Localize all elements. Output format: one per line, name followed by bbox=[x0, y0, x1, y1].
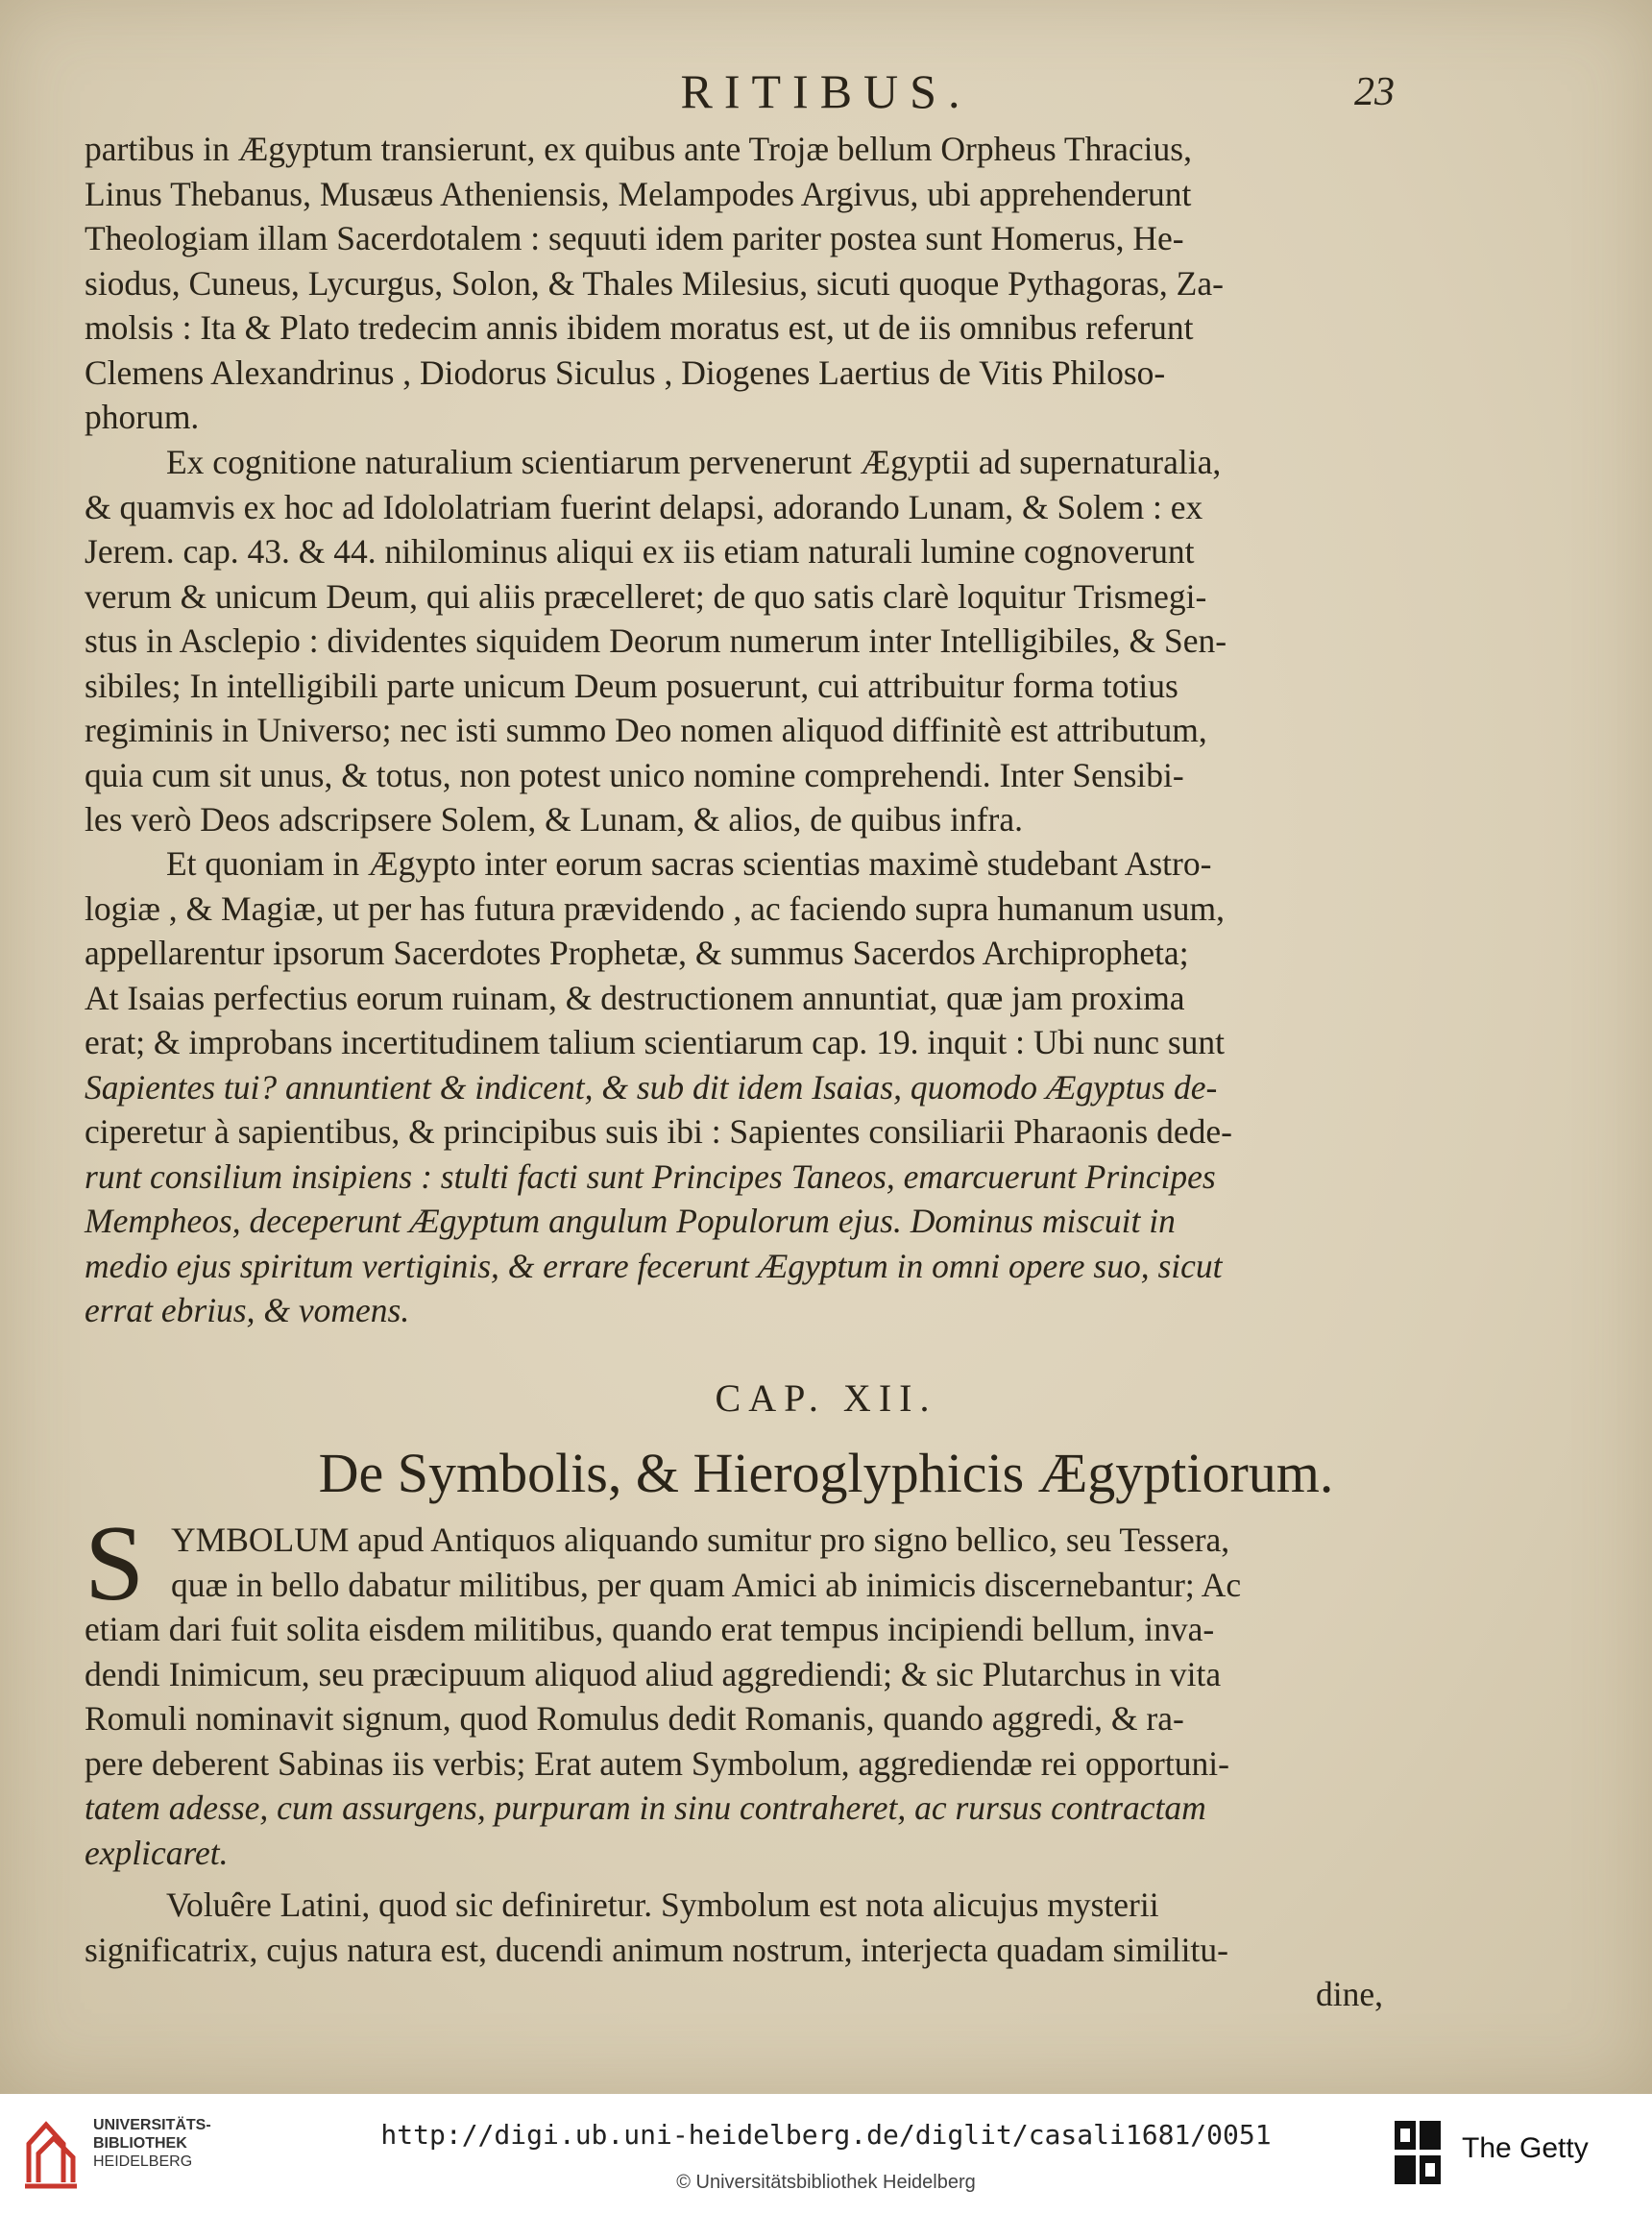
chapter-title: De Symbolis, & Hieroglyphicis Ægyptiorum. bbox=[318, 1442, 1334, 1504]
text-line: erat; & improbans incertitudinem talium scientiarum cap. 19. inquit : Ubi nunc sunt bbox=[85, 1023, 1226, 1061]
text-line: Et quoniam in Ægypto inter eorum sacras scientias maximè studebant Astro- bbox=[166, 844, 1212, 883]
running-head: RITIBUS. bbox=[680, 64, 972, 118]
text-line: quia cum sit unus, & totus, non potest unico nomine comprehendi. Inter Sensibi- bbox=[85, 755, 1184, 794]
chapter-number: CAP. XII. bbox=[715, 1376, 937, 1420]
text-line: Romuli nominavit signum, quod Romulus dedit Romanis, quando aggredi, & ra- bbox=[85, 1699, 1184, 1738]
text-line: stus in Asclepio : dividentes siquidem Deorum numerum inter Intelligibiles, & Sen- bbox=[85, 621, 1227, 660]
text-line: logiæ , & Magiæ, ut per has futura prævidendo , ac faciendo supra humanum usum, bbox=[85, 888, 1226, 928]
getty-logo-icon[interactable] bbox=[1391, 2117, 1445, 2188]
text-line: explicaret. bbox=[85, 1833, 229, 1872]
viewer-footer bbox=[0, 2094, 1652, 2214]
text-line: siodus, Cuneus, Lycurgus, Solon, & Thales Milesius, sicuti quoque Pythagoras, Za- bbox=[85, 263, 1224, 303]
paragraph-4 bbox=[85, 1504, 1383, 1875]
paragraph-3 bbox=[85, 841, 1383, 1333]
text-line: pere deberent Sabinas iis verbis; Erat autem Symbolum, aggrediendæ rei opportuni- bbox=[85, 1743, 1229, 1783]
text-line: runt consilium insipiens : stulti facti sunt Principes Taneos, emarcuerunt Principes bbox=[85, 1156, 1216, 1196]
permalink-url[interactable]: http://digi.ub.uni-heidelberg.de/diglit/casali1681/0051 bbox=[380, 2119, 1272, 2151]
text-line: verum & unicum Deum, qui aliis præcelleret; de quo satis clarè loquitur Trismegi- bbox=[85, 576, 1207, 616]
text-line: regiminis in Universo; nec isti summo Deo nomen aliquod diffinitè est attributum, bbox=[85, 711, 1207, 749]
text-line: Sapientes tui? annuntient & indicent, & sub dit idem Isaias, quomodo Ægyptus de- bbox=[85, 1067, 1218, 1107]
text-line: dendi Inimicum, seu præcipuum aliquod aliud aggrediendi; & sic Plutarchus in vita bbox=[85, 1654, 1222, 1693]
text-line: YMBOLUM apud Antiquos aliquando sumitur pro signo bellico, seu Tessera, bbox=[171, 1521, 1230, 1559]
text-line: ciperetur à sapientibus, & principibus suis ibi : Sapientes consiliarii Pharaonis dede- bbox=[85, 1112, 1232, 1151]
page-number: 23 bbox=[1354, 70, 1395, 114]
text-line: tatem adesse, cum assurgens, purpuram in sinu contraheret, ac rursus contractam bbox=[85, 1788, 1206, 1827]
text-line: molsis : Ita & Plato tredecim annis ibidem moratus est, ut de iis omnibus referunt bbox=[85, 308, 1194, 347]
library-name-line: BIBLIOTHEK bbox=[93, 2135, 187, 2152]
text-line: Linus Thebanus, Musæus Atheniensis, Melampodes Argivus, ubi apprehenderunt bbox=[85, 174, 1192, 213]
library-name-line: UNIVERSITÄTS- bbox=[93, 2117, 211, 2133]
text-line: Ex cognitione naturalium scientiarum pervenerunt Ægyptii ad supernaturalia, bbox=[166, 443, 1222, 481]
text-line: Theologiam illam Sacerdotalem : sequuti idem pariter postea sunt Homerus, He- bbox=[85, 219, 1184, 257]
text-line: At Isaias perfectius eorum ruinam, & destructionem annuntiat, quæ jam proxima bbox=[85, 978, 1185, 1017]
paragraph-1 bbox=[85, 127, 1383, 440]
text-line: appellarentur ipsorum Sacerdotes Prophetæ, & summus Sacerdos Archipropheta; bbox=[85, 934, 1189, 972]
text-line: partibus in Ægyptum transierunt, ex quibus ante Trojæ bellum Orpheus Thracius, bbox=[85, 130, 1192, 168]
library-name-line: HEIDELBERG bbox=[93, 2153, 193, 2170]
text-line: Mempheos, deceperunt Ægyptum angulum Populorum ejus. Dominus miscuit in bbox=[85, 1202, 1176, 1240]
text-line: sibiles; In intelligibili parte unicum Deum posuerunt, cui attribuitur forma totius bbox=[85, 666, 1178, 705]
text-line: les verò Deos adscripsere Solem, & Lunam, & alios, de quibus infra. bbox=[85, 800, 1024, 839]
text-line: quæ in bello dabatur militibus, per quam Amici ab inimicis discernebantur; Ac bbox=[171, 1565, 1242, 1604]
text-line: & quamvis ex hoc ad Idololatriam fuerint delapsi, adorando Lunam, & Solem : ex bbox=[85, 487, 1203, 526]
text-line: significatrix, cujus natura est, ducendi animum nostrum, interjecta quadam similitu- bbox=[85, 1930, 1228, 1969]
partner-name[interactable]: The Getty bbox=[1462, 2132, 1589, 2164]
text-line: Voluêre Latini, quod sic definiretur. Symbolum est nota alicujus mysterii bbox=[166, 1886, 1159, 1924]
text-line: Clemens Alexandrinus , Diodorus Siculus , Diogenes Laertius de Vitis Philoso- bbox=[85, 353, 1166, 392]
paragraph-2 bbox=[85, 440, 1383, 842]
text-line: etiam dari fuit solita eisdem militibus, quando erat tempus incipiendi bellum, inva- bbox=[85, 1610, 1215, 1648]
text-line: Jerem. cap. 43. & 44. nihilominus aliqui ex iis etiam naturali lumine cognoverunt bbox=[85, 532, 1195, 571]
catchword: dine, bbox=[1316, 1975, 1383, 2013]
drop-cap: S bbox=[85, 1504, 145, 1623]
text-line: medio ejus spiritum vertiginis, & errare fecerunt Ægyptum in omni opere suo, sicut bbox=[85, 1246, 1223, 1285]
paragraph-5 bbox=[85, 1883, 1383, 2017]
text-line: errat ebrius, & vomens. bbox=[85, 1291, 410, 1329]
text-line: phorum. bbox=[85, 398, 200, 436]
copyright-notice: © Universitätsbibliothek Heidelberg bbox=[676, 2172, 976, 2193]
